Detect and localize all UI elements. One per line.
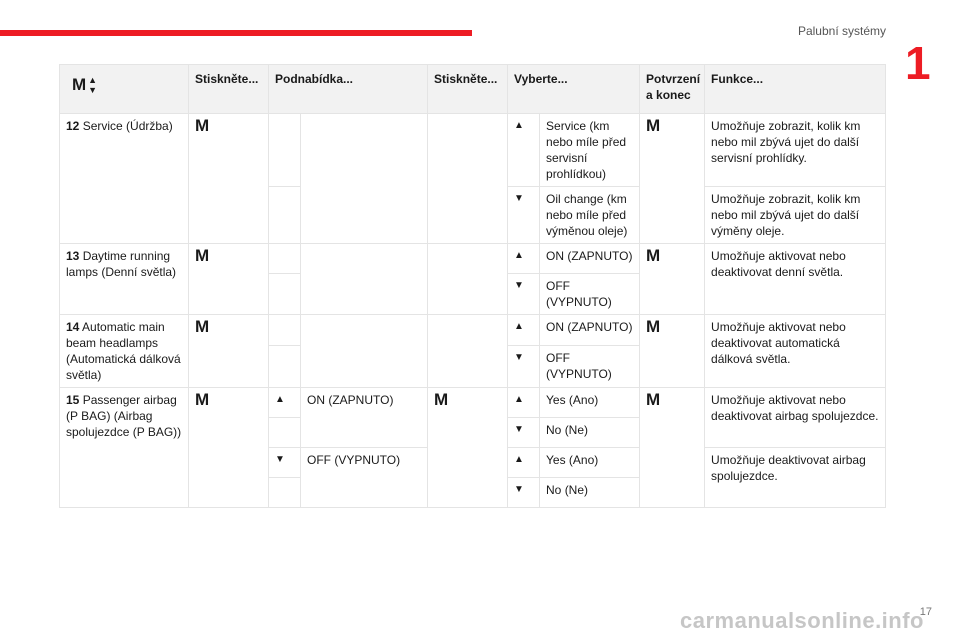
section-title: Palubní systémy — [797, 24, 886, 38]
top-accent-bar — [0, 30, 472, 36]
option-yes: Yes (Ano) — [540, 448, 640, 478]
table-row — [60, 244, 886, 274]
watermark: carmanualsonline.info — [680, 608, 924, 633]
m-button-icon: M — [646, 246, 661, 265]
up-arrow-icon: ▲ — [514, 394, 524, 405]
up-arrow-icon: ▲ — [514, 250, 524, 261]
row-label-daytime-lamps: 13 Daytime running lamps (Denní světla) — [60, 244, 189, 315]
up-arrow-icon: ▲ — [88, 75, 98, 85]
option-no: No (Ne) — [540, 418, 640, 448]
option-oil-change: Oil change (km nebo míle před výměnou oleje) — [540, 187, 640, 244]
m-button-icon: M — [646, 390, 661, 409]
m-button-icon: M — [72, 75, 87, 94]
m-button-icon: M — [195, 116, 210, 135]
up-arrow-icon: ▲ — [514, 454, 524, 465]
function-airbag-toggle: Umožňuje aktivovat nebo deaktivovat airbag spolujezdce. — [705, 388, 886, 448]
option-on: ON (ZAPNUTO) — [540, 315, 640, 346]
row-label-auto-headlamps: 14 Automatic main beam headlamps (Automatická dálková světla) — [60, 315, 189, 388]
down-arrow-icon: ▼ — [514, 193, 524, 204]
down-arrow-icon: ▼ — [514, 424, 524, 435]
col-header-function: Funkce... — [705, 65, 886, 114]
up-arrow-icon: ▲ — [275, 394, 285, 405]
submenu-on: ON (ZAPNUTO) — [301, 388, 428, 448]
header-nav-icon-cell — [60, 65, 189, 114]
down-arrow-icon: ▼ — [88, 85, 98, 95]
table-row — [60, 114, 886, 187]
option-yes: Yes (Ano) — [540, 388, 640, 418]
m-button-icon: M — [195, 390, 210, 409]
col-header-select: Vyberte... — [508, 65, 640, 114]
down-arrow-icon: ▼ — [514, 484, 524, 495]
function-airbag-deactivate: Umožňuje deaktivovat airbag spolujezdce. — [705, 448, 886, 508]
function-auto-headlamps: Umožňuje aktivovat nebo deaktivovat automatická dálková světla. — [705, 315, 886, 388]
m-button-icon: M — [195, 246, 210, 265]
table-row — [60, 388, 886, 418]
option-no: No (Ne) — [540, 478, 640, 508]
page-number: 17 — [919, 606, 932, 618]
function-service: Umožňuje zobrazit, kolik km nebo mil zbývá ujet do další servisní prohlídky. — [705, 114, 886, 187]
submenu-off: OFF (VYPNUTO) — [301, 448, 428, 508]
row-label-passenger-airbag: 15 Passenger airbag (P BAG) (Airbag spolujezdce (P BAG)) — [60, 388, 189, 508]
down-arrow-icon: ▼ — [514, 351, 524, 363]
m-button-icon: M — [195, 317, 210, 336]
m-button-icon: M — [646, 317, 661, 336]
down-arrow-icon: ▼ — [275, 454, 285, 465]
col-header-press: Stiskněte... — [189, 65, 269, 114]
down-arrow-icon: ▼ — [514, 280, 524, 291]
col-header-press-2: Stiskněte... — [428, 65, 508, 114]
function-daytime-lamps: Umožňuje aktivovat nebo deaktivovat denní světla. — [705, 244, 886, 315]
option-on: ON (ZAPNUTO) — [540, 244, 640, 274]
up-arrow-icon: ▲ — [514, 120, 524, 131]
row-label-service: 12 Service (Údržba) — [60, 114, 189, 244]
option-service: Service (km nebo míle před servisní prohlídkou) — [540, 114, 640, 187]
table-row — [60, 315, 886, 346]
up-arrow-icon: ▲ — [514, 321, 524, 332]
option-off: OFF (VYPNUTO) — [540, 274, 640, 315]
menu-table — [59, 64, 886, 508]
chapter-number: 1 — [905, 37, 931, 89]
function-oil-change: Umožňuje zobrazit, kolik km nebo mil zbývá ujet do další výměny oleje. — [705, 187, 886, 244]
option-off: OFF (VYPNUTO) — [540, 345, 640, 387]
col-header-confirm: Potvrzení a konec — [640, 65, 705, 114]
m-button-icon: M — [434, 390, 449, 409]
col-header-submenu: Podnabídka... — [269, 65, 428, 114]
m-button-icon: M — [646, 116, 661, 135]
header-row — [60, 65, 886, 114]
